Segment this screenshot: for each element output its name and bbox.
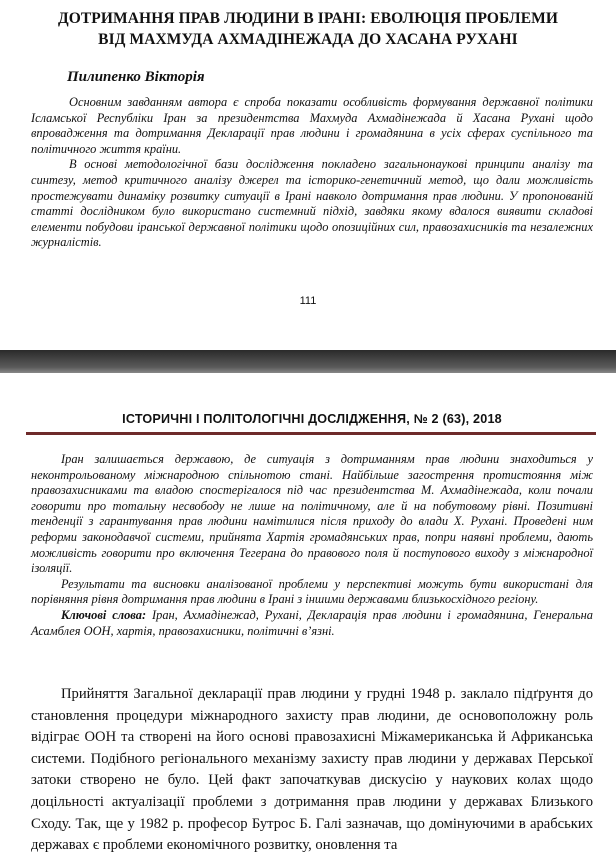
keywords-text: Іран, Ахмадінежад, Рухані, Декларація прав людини і громадянина, Генеральна Асамблея ООН, хартія, правозахисники, політичні в’язні.: [31, 607, 593, 638]
body-paragraph: Прийняття Загальної декларації прав людини у грудні 1948 р. заклало підґрунтя до становлення процедури міжнародного захисту прав людини, де основоположну роль відіграє ООН та створені на його основі правозахисні Міжамериканська й Африканська системи. Подібного регіонального механізму захисту прав людини у державах Перської затоки створено не було. Цей факт започаткував дискусію у наукових колах щодо доцільності актуалізації проблеми з дотримання прав людини у державах Близького Сходу. Так, ще у 1982 р. професор Бутрос Б. Галі зазначав, що домінуючими в арабських державах є проблеми економічного розвитку, оновлення та: [31, 686, 593, 854]
keywords-label: Ключові слова:: [61, 607, 147, 622]
body-text: [31, 684, 593, 857]
abstract-paragraph: В основі методологічної бази дослідження покладено загальнонаукові принципи аналізу та синтезу, метод критичного аналізу джерел та історико-генетичний метод, що дали можливість простежувати динаміку розвитку ситуації в Ірані навколо дотримання прав людини. У пропонованій статті дослідником було використано системний підхід, завдяки якому вдалося виявити складові елементи побудови іранської державної політики щодо опозиційних сил, правозахисників та незалежних журналістів.: [31, 157, 593, 250]
abstract-paragraph: Основним завданням автора є спроба показати особливість формування державної політики Ісламської Республіки Іран за президентства Махмуда Ахмадінежада й Хасана Рухані щодо впровадження та дотримання Декларації прав людини і громадянина в усіх сферах суспільного та політичного життя країни.: [31, 95, 593, 156]
page-separator: [0, 350, 616, 373]
page-number: 111: [299, 295, 317, 307]
abstract-paragraph: Іран залишається державою, де ситуація з дотриманням прав людини знаходиться у неконтрольованому міжнародною спільнотою стані. Найбільше загострення протистояння між правозахисниками та владою спостерігалося під час президентства М. Ахмадінежада, коли почали говорити про тотальну несвободу не лише на політичному, але й на побутовому рівні. Позитивні тенденції з гарантування прав людини намітилися після приходу до влади Х. Рухані. Проведені ним реформи законодавчої системи, прийнята Хартія громадянських прав, попри наявні проблеми, дають можливість говорити про включення Тегерана до правового поля й поступового виходу з міжнародної ізоляції.: [31, 452, 593, 576]
abstract-lower: [31, 452, 593, 639]
abstract-paragraph: Результати та висновки аналізованої проблеми у перспективі можуть бути використані для порівняння рівня дотримання прав людини в Ірані з іншими державами близькосхідного регіону.: [31, 576, 593, 607]
author-name: Пилипенко Вікторія: [67, 69, 205, 85]
title-line-2: ВІД МАХМУДА АХМАДІНЕЖАДА ДО ХАСАНА РУХАНІ: [98, 31, 518, 48]
article-title: [40, 8, 576, 50]
abstract-upper: [31, 95, 593, 251]
keywords: [31, 608, 593, 639]
title-line-1: ДОТРИМАННЯ ПРАВ ЛЮДИНИ В ІРАНІ: ЕВОЛЮЦІЯ ПРОБЛЕМИ: [57, 10, 559, 27]
header-rule: [26, 432, 596, 435]
running-header: ІСТОРИЧНІ І ПОЛІТОЛОГІЧНІ ДОСЛІДЖЕННЯ, № 2 (63), 2018: [122, 412, 502, 426]
